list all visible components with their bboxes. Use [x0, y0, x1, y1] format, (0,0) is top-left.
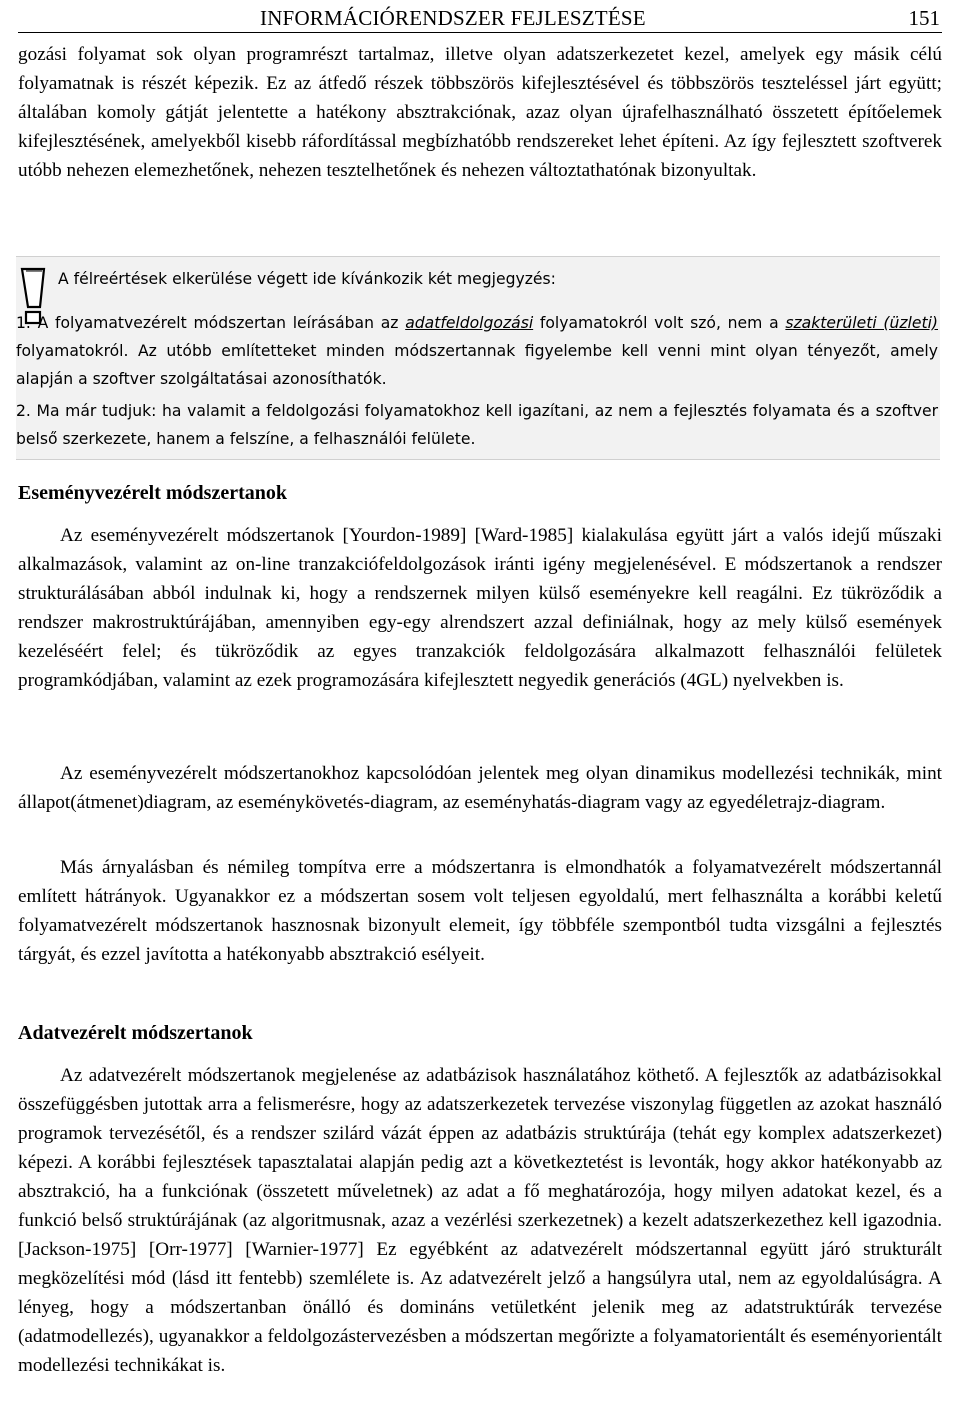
data-paragraph-1: Az adatvezérelt módszertanok megjelenése az adatbázisok használatához köthető. A fejlesztők az adatbázisokkal összefüggésben jutottak arra a felismerésre, hogy az adatszerkezetek tervezése viszonylag független az azokat használó programok tervezésétől, és a rendszer szilárd vázát éppen az adatbázis struktúrája (tehát egy komplex adatszerkezet) képezi. A korábbi fejlesztések tapasztalatai alapján pedig azt a következtetést is levonták, hogy akkor hatékonyabb az absztrakció, ha a funkciónak (összetett műveletnek) az adat a fő meghatározója, hogy milyen adatokat kezel, és a funkció belső struktúrájának (az algoritmusnak, azaz a vezérlési szerkezetnek) a kezelt adatszerkezethez kell igazodnia. [Jackson-1975] [Orr-1977] [Warnier-1977] Ez egyébként az adatvezérelt módszertannal együtt járó strukturált megközelítési mód (lásd itt fentebb) szemlélete is. Az adatvezérelt jelző a hangsúlyra utal, nem az egyoldalúságra. A lényeg, hogy a módszertanban önálló és domináns vetületként jelenik meg az adatstruktúrák tervezése (adatmodellezés), ugyanakkor a feldolgozástervezésben a módszertan megőrizte a folyamatorientált és eseményorientált modellezési technikákat is.: [18, 1065, 942, 1376]
note-item-1: [16, 309, 938, 393]
note-intro: A félreértések elkerülése végett ide kívánkozik két megjegyzés:: [58, 270, 556, 288]
event-paragraph-3: Más árnyalásban és némileg tompítva erre a módszertanra is elmondhatók a folyamatvezérelt módszertannál említett hátrányok. Ugyanakkor ez a módszertan sosem volt teljesen egyoldalú, mert felhasználta a korábbi keletű folyamatvezérelt módszertanok hasznosnak bizonyult elemeit, így többféle szempontból tudta vizsgálni a fejlesztés tárgyát, és ezzel javította a hatékonyabb absztrakció esélyeit.: [18, 857, 942, 965]
section-heading-data-driven: Adatvezérelt módszertanok: [18, 1022, 253, 1044]
note-box: [16, 256, 940, 460]
running-header: [18, 4, 942, 33]
event-paragraph-1: Az eseményvezérelt módszertanok [Yourdon-1989] [Ward-1985] kialakulása együtt járt a valós idejű műszaki alkalmazások, valamint az on-line tranzakciófeldolgozások iránti igény megjelenésével. E módszertanok a rendszer strukturálásában abból indulnak ki, hogy a rendszernek milyen külső eseményekre kell reagálni. Ez tükröződik a rendszer makrostruktúrájában, amennyiben egy-egy alrendszert azzal definiálnak, hogy az mely külső események kezeléséért felel; és tükröződik az egyes tranzakciók feldolgozására alkalmazott felhasználói felületek programkódjában, valamint az ezek programozására kifejlesztett negyedik generációs (4GL) nyelvekben is.: [18, 525, 942, 691]
note-item-1-tail: folyamatokról. Az utóbb említetteket minden módszertannak figyelembe kell venni mint olyan tényezőt, amely alapján a szoftver szolgáltatásai azonosíthatók.: [16, 342, 938, 388]
event-paragraph-2: Az eseményvezérelt módszertanokhoz kapcsolódóan jelentek meg olyan dinamikus modellezési technikák, mint állapot(átmenet)diagram, az eseménykövetés-diagram, az eseményhatás-diagram vagy az egyedéletrajz-diagram.: [18, 763, 942, 813]
note-item-1-mid: folyamatokról volt szó, nem a: [533, 314, 786, 332]
header-title: INFORMÁCIÓRENDSZER FEJLESZTÉSE: [260, 6, 646, 30]
note-item-1-emphasis-1: adatfeldolgozási: [405, 314, 534, 332]
note-item-2: 2. Ma már tudjuk: ha valamit a feldolgozási folyamatokhoz kell igazítani, az nem a fejlesztés folyamata és a szoftver belső szerkezete, hanem a felszíne, a felhasználói felülete.: [16, 402, 938, 448]
note-item-1-lead: 1. A folyamatvezérelt módszertan leírásában az: [16, 314, 406, 332]
note-item-1-emphasis-2: szakterületi (üzleti): [785, 314, 938, 332]
intro-paragraph: gozási folyamat sok olyan programrészt tartalmaz, illetve olyan adatszerkezetet kezel, amelyek egy másik célú folyamatnak is részét képezik. Ez az átfedő részek többszörös kifejlesztésével és többszörös teszteléssel járt együtt; általában komoly gátját jelentette a hatékony absztrakciónak, azaz olyan újrafelhasználható összetett építőelemek kifejlesztésének, amelyekből kisebb ráfordítással megbízhatóbb rendszereket lehet építeni. Az így fejlesztett szoftverek utóbb nehezen elemezhetőnek, nehezen tesztelhetőnek és nehezen változtathatónak bizonyultak.: [18, 44, 942, 181]
page-number: 151: [908, 6, 940, 30]
section-heading-event-driven: Eseményvezérelt módszertanok: [18, 482, 288, 504]
